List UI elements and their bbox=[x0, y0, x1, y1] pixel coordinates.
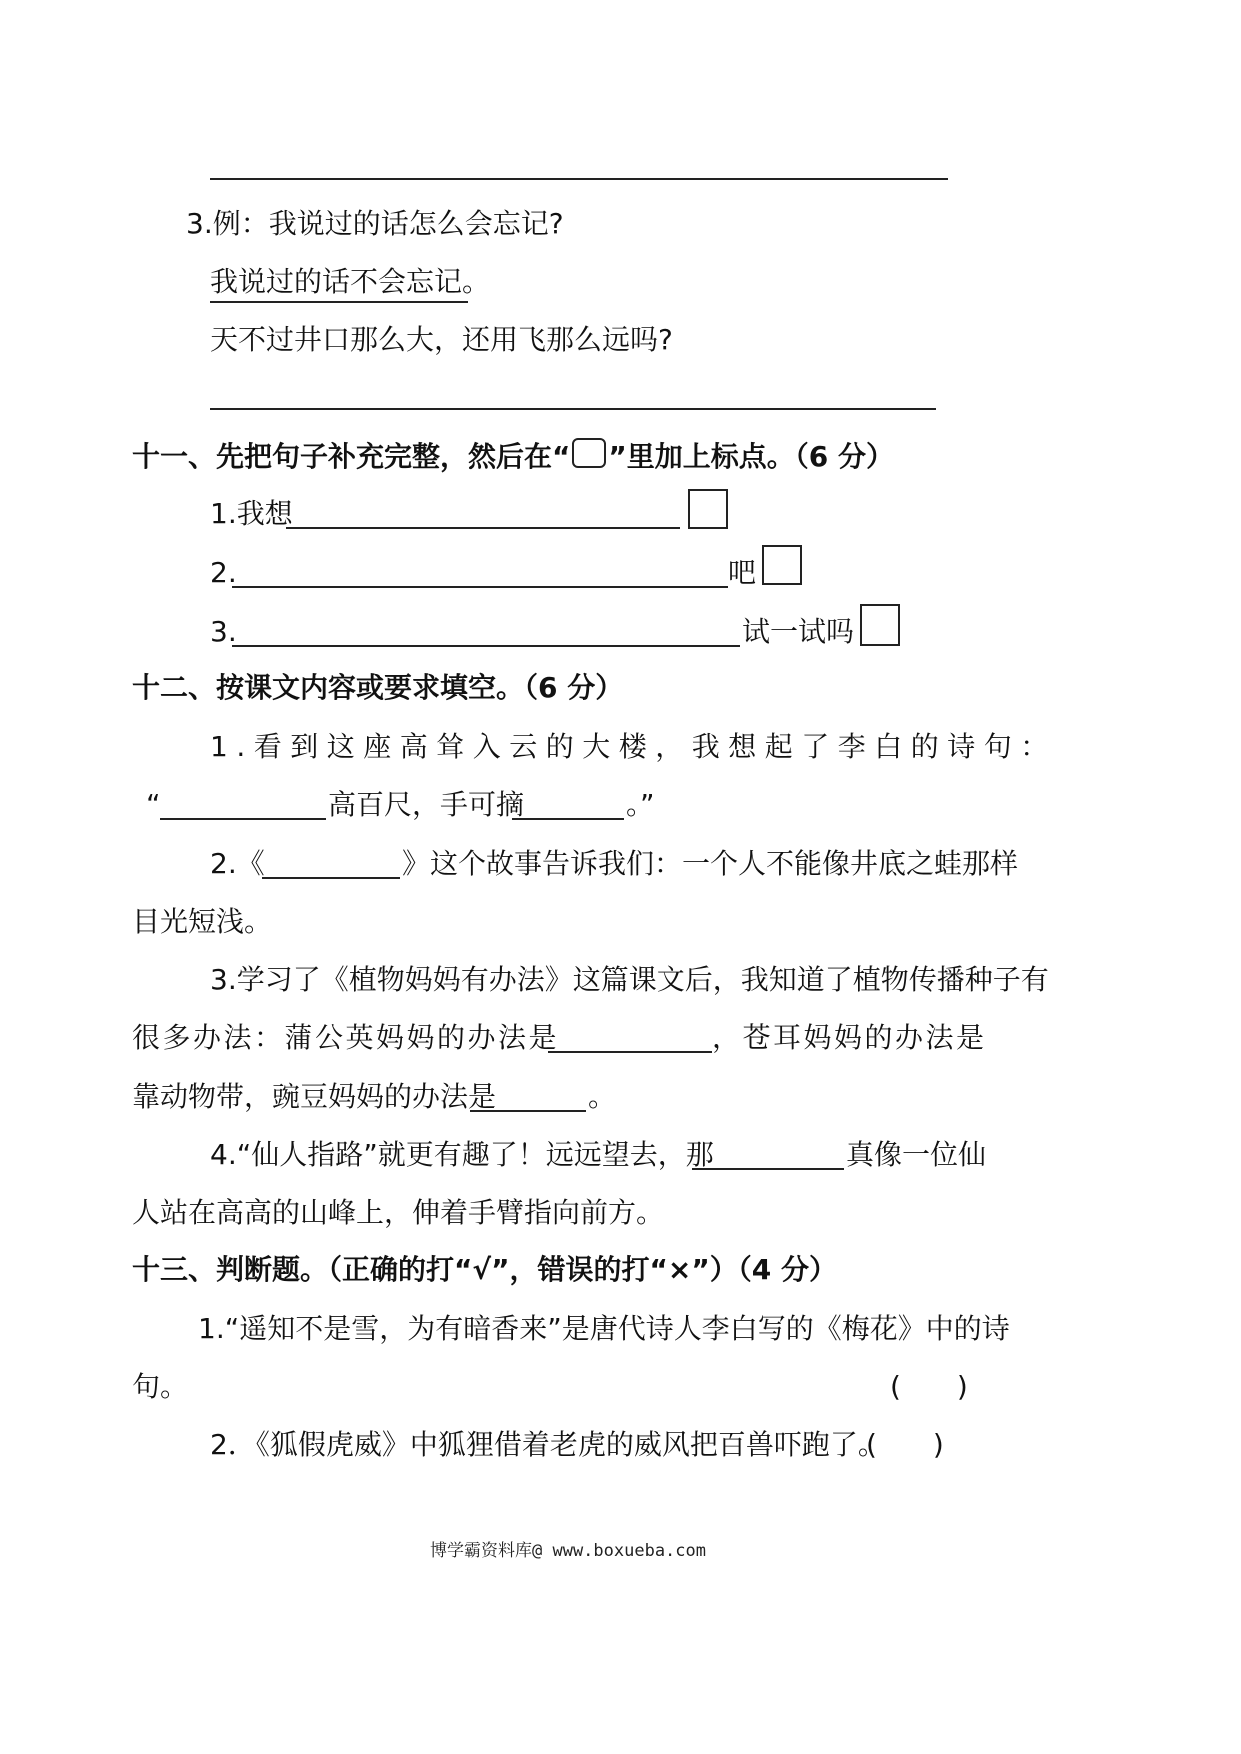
q12-item3-line1: 3.学习了《植物妈妈有办法》这篇课文后，我知道了植物传播种子有 bbox=[210, 963, 1049, 996]
q13-item1-answer-paren[interactable]: ( ) bbox=[890, 1370, 968, 1403]
q12-item2-pre: 2.《 bbox=[210, 847, 265, 880]
q12-item4-blank[interactable] bbox=[692, 1168, 844, 1170]
q12-item1-line1: 1.看到这座高耸入云的大楼，我想起了李白的诗句： bbox=[210, 730, 1057, 763]
q12-item3-line3-pre: 靠动物带，豌豆妈妈的办法是 bbox=[132, 1080, 497, 1113]
q12-item4-post: 真像一位仙 bbox=[846, 1138, 987, 1171]
q11-heading-pre: 十一、先把句子补充完整，然后在“ bbox=[132, 440, 571, 473]
q11-item3-num: 3. bbox=[210, 615, 237, 648]
q12-item3-blank1[interactable] bbox=[548, 1051, 712, 1053]
q13-item1-line1: 1.“遥知不是雪，为有暗香来”是唐代诗人李白写的《梅花》中的诗 bbox=[198, 1312, 1010, 1345]
q11-item3-blank[interactable] bbox=[232, 645, 740, 647]
q12-item3-line2-pre: 很多办法：蒲公英妈妈的办法是 bbox=[132, 1021, 560, 1054]
q12-heading: 十二、按课文内容或要求填空。（6 分） bbox=[132, 671, 624, 704]
q11-item2-punct-box[interactable] bbox=[762, 545, 802, 585]
q13-item1-line2: 句。 bbox=[132, 1370, 189, 1403]
q11-item2-end: 吧 bbox=[728, 556, 757, 589]
q12-item3-line3-post: 。 bbox=[588, 1080, 617, 1113]
q13-item2-answer-paren[interactable]: ( ) bbox=[866, 1428, 944, 1461]
q12-item3-line2-post: ，苍耳妈妈的办法是 bbox=[712, 1021, 987, 1054]
q12-item3-blank2[interactable] bbox=[470, 1110, 586, 1112]
q12-item1-blank2[interactable] bbox=[512, 818, 624, 820]
q10-item3-prompt: 天不过井口那么大，还用飞那么远吗? bbox=[210, 323, 673, 356]
punctuation-box-icon bbox=[572, 438, 606, 468]
q12-item2-line2: 目光短浅。 bbox=[132, 905, 273, 938]
footer-watermark: 博学霸资料库@ www.boxueba.com bbox=[430, 1541, 706, 1561]
q12-item1-open: “ bbox=[146, 788, 161, 821]
q13-heading: 十三、判断题。（正确的打“√”，错误的打“×”）（4 分） bbox=[132, 1253, 837, 1286]
q12-item1-blank1[interactable] bbox=[160, 818, 326, 820]
answer-line-top[interactable] bbox=[210, 178, 948, 180]
q12-item4-pre: 4.“仙人指路”就更有趣了！远远望去，那 bbox=[210, 1138, 714, 1171]
q11-item1-blank[interactable] bbox=[286, 527, 680, 529]
q12-item4-line2: 人站在高高的山峰上，伸着手臂指向前方。 bbox=[132, 1196, 665, 1229]
q12-item2-post: 》这个故事告诉我们：一个人不能像井底之蛙那样 bbox=[402, 847, 1019, 880]
q10-item3-example: 3.例：我说过的话怎么会忘记? bbox=[186, 207, 564, 240]
q11-item1-punct-box[interactable] bbox=[688, 489, 728, 529]
q11-item3-punct-box[interactable] bbox=[860, 604, 900, 646]
q11-item3-end: 试一试吗 bbox=[742, 615, 855, 648]
q12-item2-blank[interactable] bbox=[262, 877, 400, 879]
q11-item2-num: 2. bbox=[210, 556, 237, 589]
q13-item2: 2．《狐假虎威》中狐狸借着老虎的威风把百兽吓跑了。 bbox=[210, 1428, 886, 1461]
q11-heading bbox=[132, 438, 894, 474]
q10-item3-example-answer: 我说过的话不会忘记。 bbox=[210, 265, 468, 303]
q12-item1-mid: 高百尺，手可摘 bbox=[328, 788, 525, 821]
q12-item1-close: 。” bbox=[626, 788, 655, 821]
q11-item2-blank[interactable] bbox=[232, 586, 728, 588]
q10-item3-answer-line[interactable] bbox=[210, 408, 936, 410]
q11-heading-post: ”里加上标点。（6 分） bbox=[608, 440, 895, 473]
q11-item1-label: 1.我想 bbox=[210, 497, 293, 530]
